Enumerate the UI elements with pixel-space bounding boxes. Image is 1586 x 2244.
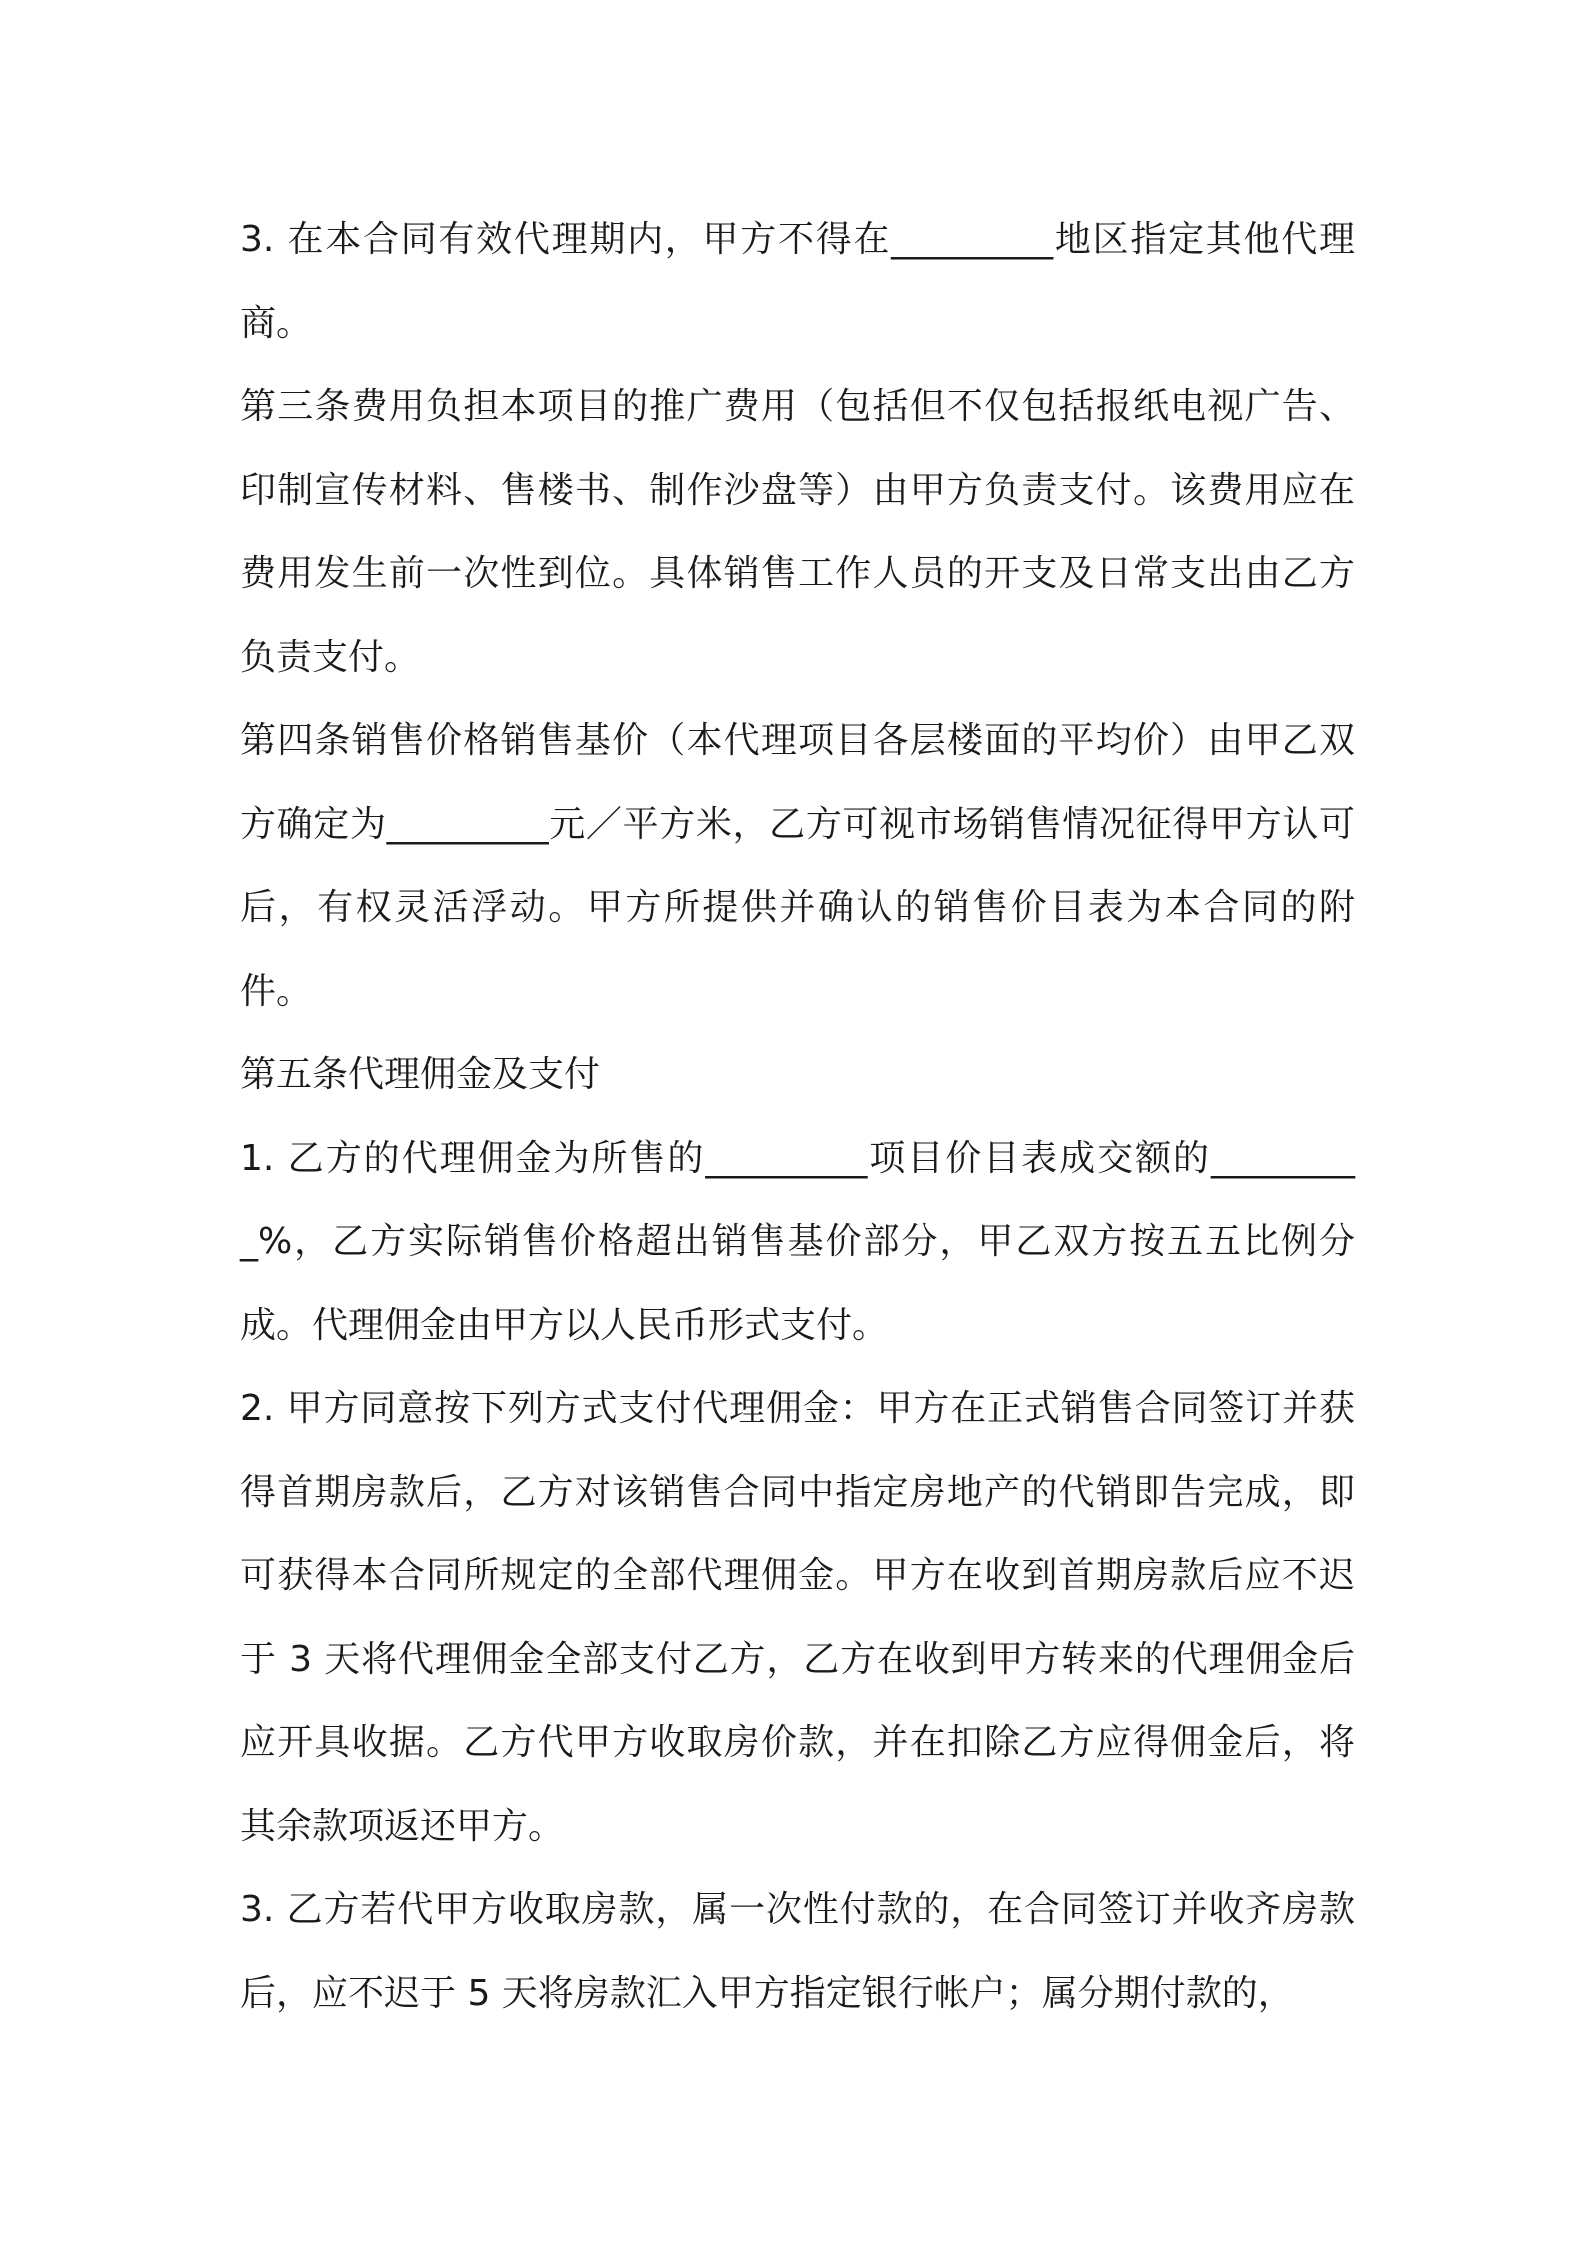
clause-1-commission-rate: 1. 乙方的代理佣金为所售的_________项目价目表成交额的_________%，乙方实际销售价格超出销售基价部分，甲乙双方按五五比例分成。代理佣金由甲方以人民币形式支付。 <box>240 1137 1355 1346</box>
clause-3-payment-collection: 3. 乙方若代甲方收取房款，属一次性付款的，在合同签订并收齐房款后，应不迟于 5 天将房款汇入甲方指定银行帐户；属分期付款的， <box>240 1889 1355 2014</box>
clause-2-commission-payment: 2. 甲方同意按下列方式支付代理佣金：甲方在正式销售合同签订并获得首期房款后，乙方对该销售合同中指定房地产的代销即告完成，即可获得本合同所规定的全部代理佣金。甲方在收到首期房款后应不迟于 3 天将代理佣金全部支付乙方，乙方在收到甲方转来的代理佣金后应开具收据。乙方代甲方收取房价款，并在扣除乙方应得佣金后，将其余款项返还甲方。 <box>240 1388 1355 1847</box>
clause-3-exclusive-agency: 3. 在本合同有效代理期内，甲方不得在_________地区指定其他代理商。 <box>240 219 1355 344</box>
document-body <box>240 198 1355 2035</box>
article-3-expense-burden: 第三条费用负担本项目的推广费用（包括但不仅包括报纸电视广告、印制宣传材料、售楼书、制作沙盘等）由甲方负责支付。该费用应在费用发生前一次性到位。具体销售工作人员的开支及日常支出由乙方负责支付。 <box>240 386 1355 678</box>
article-4-sales-price: 第四条销售价格销售基价（本代理项目各层楼面的平均价）由甲乙双方确定为_________元／平方米，乙方可视市场销售情况征得甲方认可后，有权灵活浮动。甲方所提供并确认的销售价目表为本合同的附件。 <box>240 720 1355 1012</box>
article-5-heading: 第五条代理佣金及支付 <box>240 1054 601 1095</box>
